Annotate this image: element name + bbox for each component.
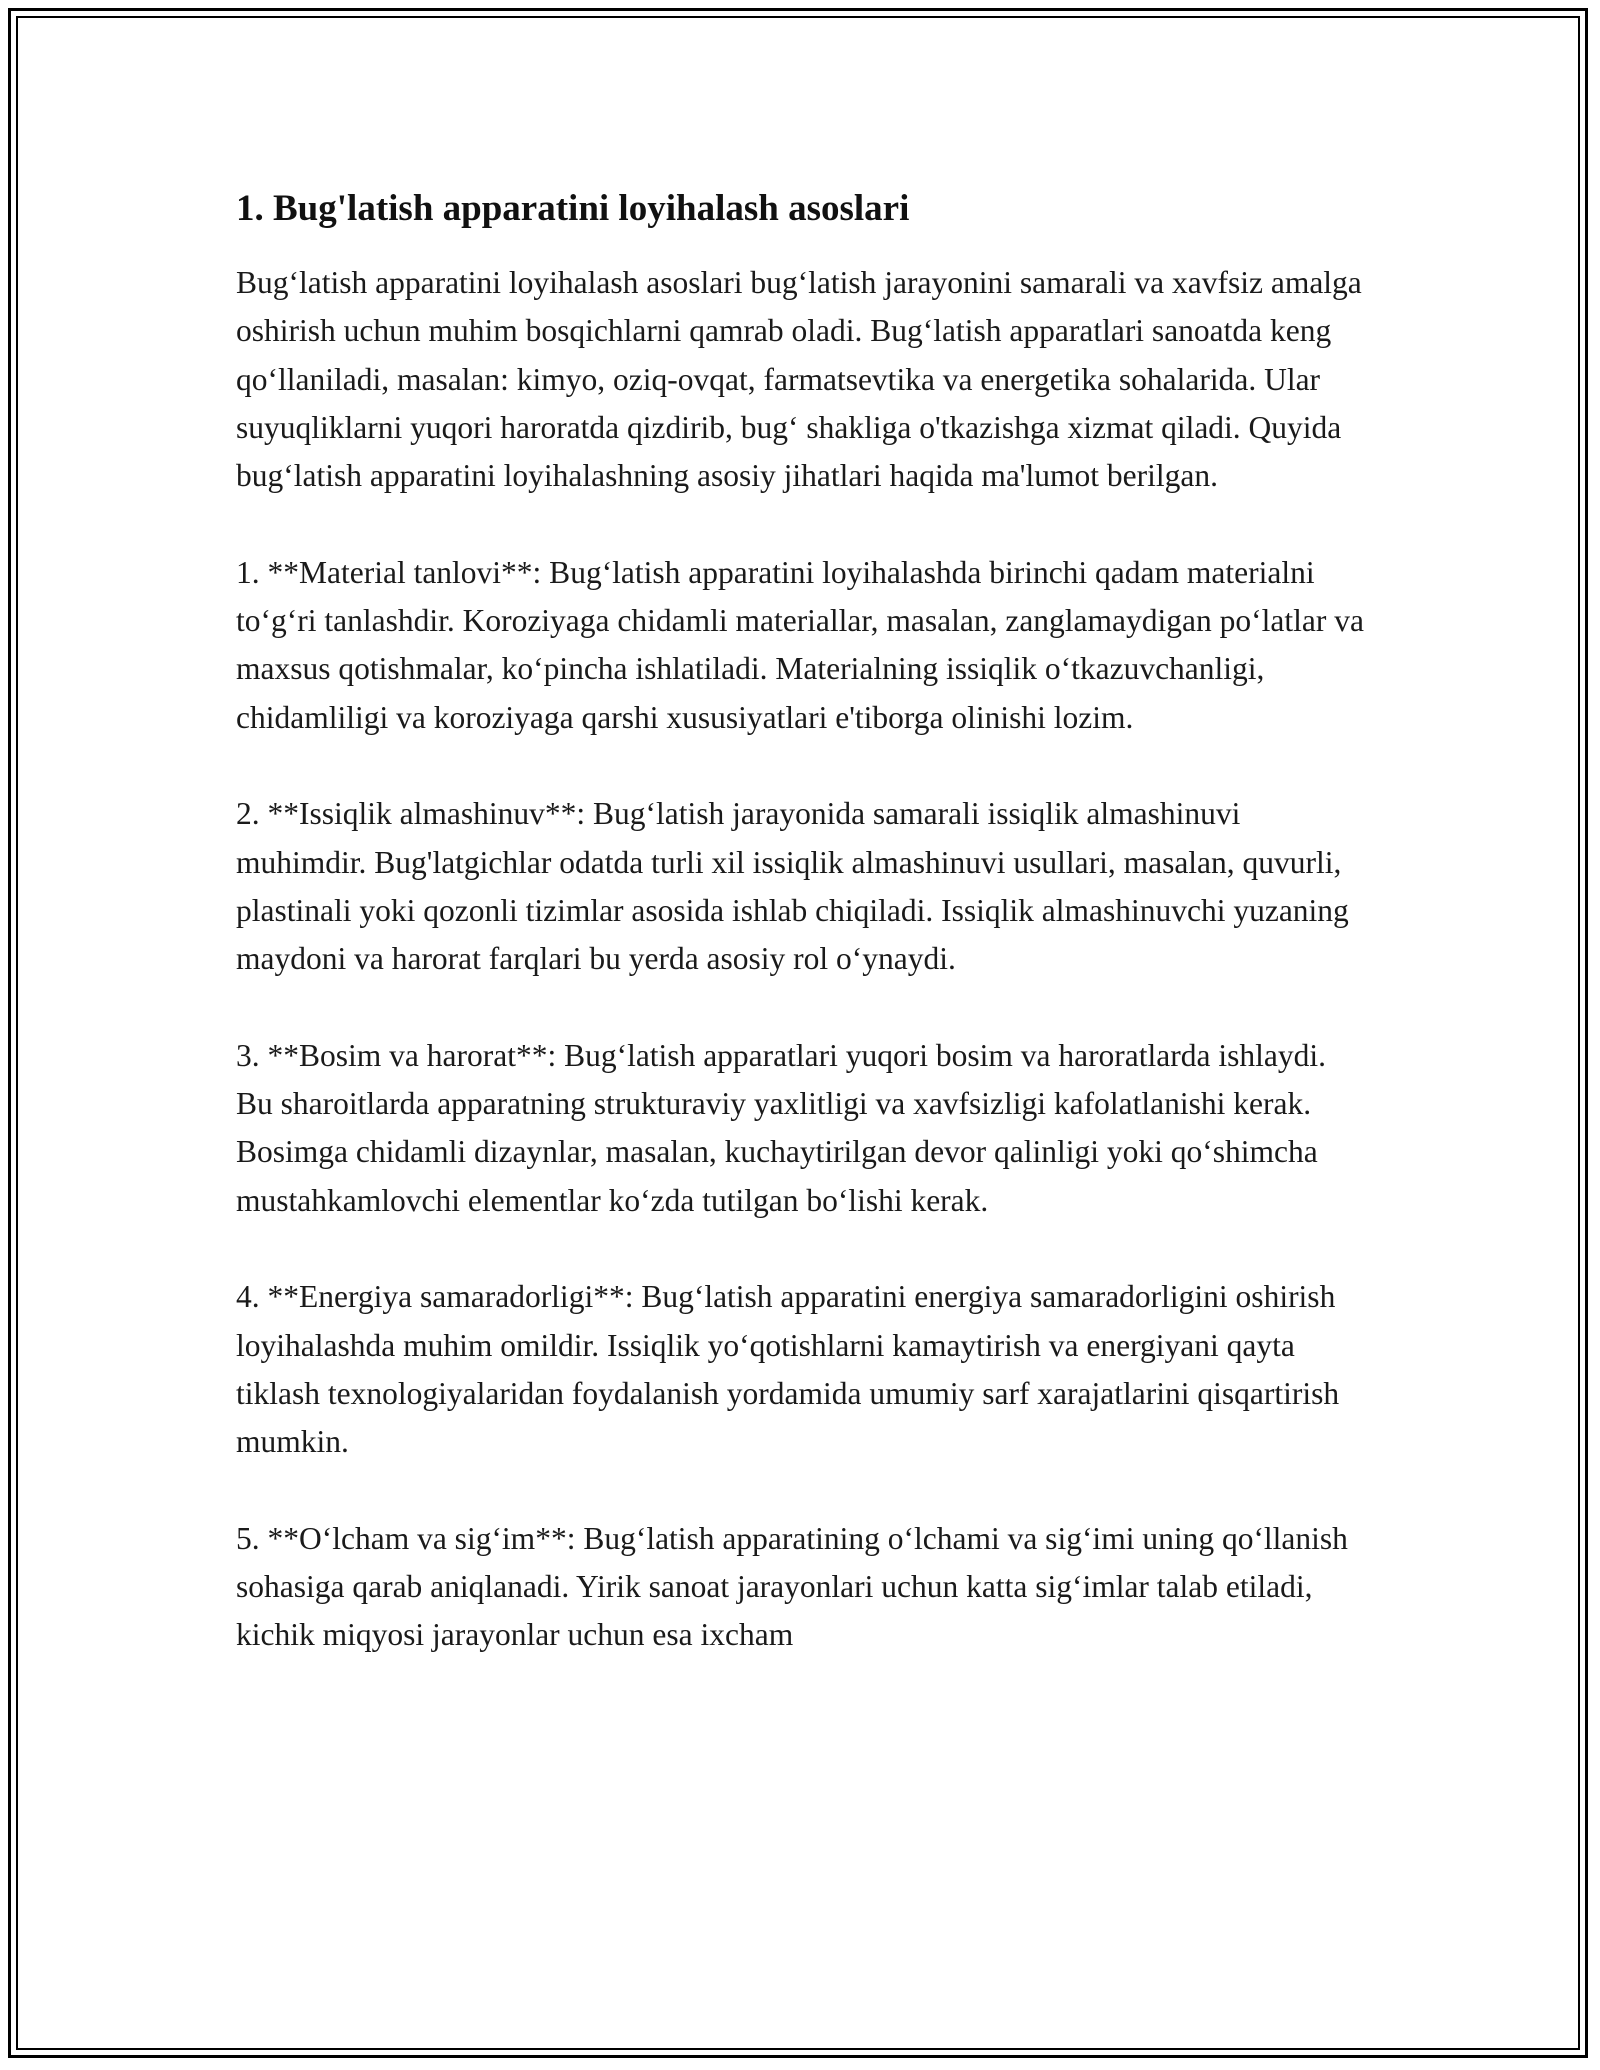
paragraph-intro: Bug‘latish apparatini loyihalash asoslari bug‘latish jarayonini samarali va xavfsiz amalga oshirish uchun muhim bosqichlarni qamrab oladi. Bug‘latish apparatlari sanoatda keng qo‘llaniladi, masalan: kimyo, oziq-ovqat, farmatsevtika va energetika sohalarida. Ular suyuqliklarni yuqori haroratda qizdirib, bug‘ shakliga o'tkazishga xizmat qiladi. Quyida bug‘latish apparatini loyihalashning asosiy jihatlari haqida ma'lumot berilgan.: [236, 265, 1362, 494]
document-title: 1. Bug'latish apparatini loyihalash asoslari: [236, 188, 910, 229]
paragraph-bosim-va-harorat: 3. **Bosim va harorat**: Bug‘latish apparatlari yuqori bosim va haroratlarda ishlaydi. Bu sharoitlarda apparatning strukturaviy yaxlitligi va xavfsizligi kafolatlanishi kerak. Bosimga chidamli dizaynlar, masalan, kuchaytirilgan devor qalinligi yoki qo‘shimcha mustahkamlovchi elementlar ko‘zda tutilgan bo‘lishi kerak.: [236, 1037, 1326, 1218]
paragraph-energiya-samaradorligi: 4. **Energiya samaradorligi**: Bug‘latish apparatini energiya samaradorligini oshirish loyihalashda muhim omildir. Issiqlik yo‘qotishlarni kamaytirish va energiyani qayta tiklash texnologiyalaridan foydalanish yordamida umumiy sarf xarajatlarini qisqartirish mumkin.: [236, 1279, 1340, 1460]
document-body: [236, 185, 1366, 1660]
paragraph-issiqlik-almashinuv: 2. **Issiqlik almashinuv**: Bug‘latish jarayonida samarali issiqlik almashinuvi muhimdir. Bug'latgichlar odatda turli xil issiqlik almashinuvi usullari, masalan, quvurli, plastinali yoki qozonli tizimlar asosida ishlab chiqiladi. Issiqlik almashinuvchi yuzaning maydoni va harorat farqlari bu yerda asosiy rol o‘ynaydi.: [236, 796, 1349, 977]
paragraph-olcham-va-sigim: 5. **O‘lcham va sig‘im**: Bug‘latish apparatining o‘lchami va sig‘imi uning qo‘llanish sohasiga qarab aniqlanadi. Yirik sanoat jarayonlari uchun katta sig‘imlar talab etiladi, kichik miqyosi jarayonlar uchun esa ixcham: [236, 1520, 1348, 1653]
paragraph-material-tanlovi: 1. **Material tanlovi**: Bug‘latish apparatini loyihalashda birinchi qadam materialni to‘g‘ri tanlashdir. Koroziyaga chidamli materiallar, masalan, zanglamaydigan po‘latlar va maxsus qotishmalar, ko‘pincha ishlatiladi. Materialning issiqlik o‘tkazuvchanligi, chidamliligi va koroziyaga qarshi xususiyatlari e'tiborga olinishi lozim.: [236, 554, 1364, 735]
